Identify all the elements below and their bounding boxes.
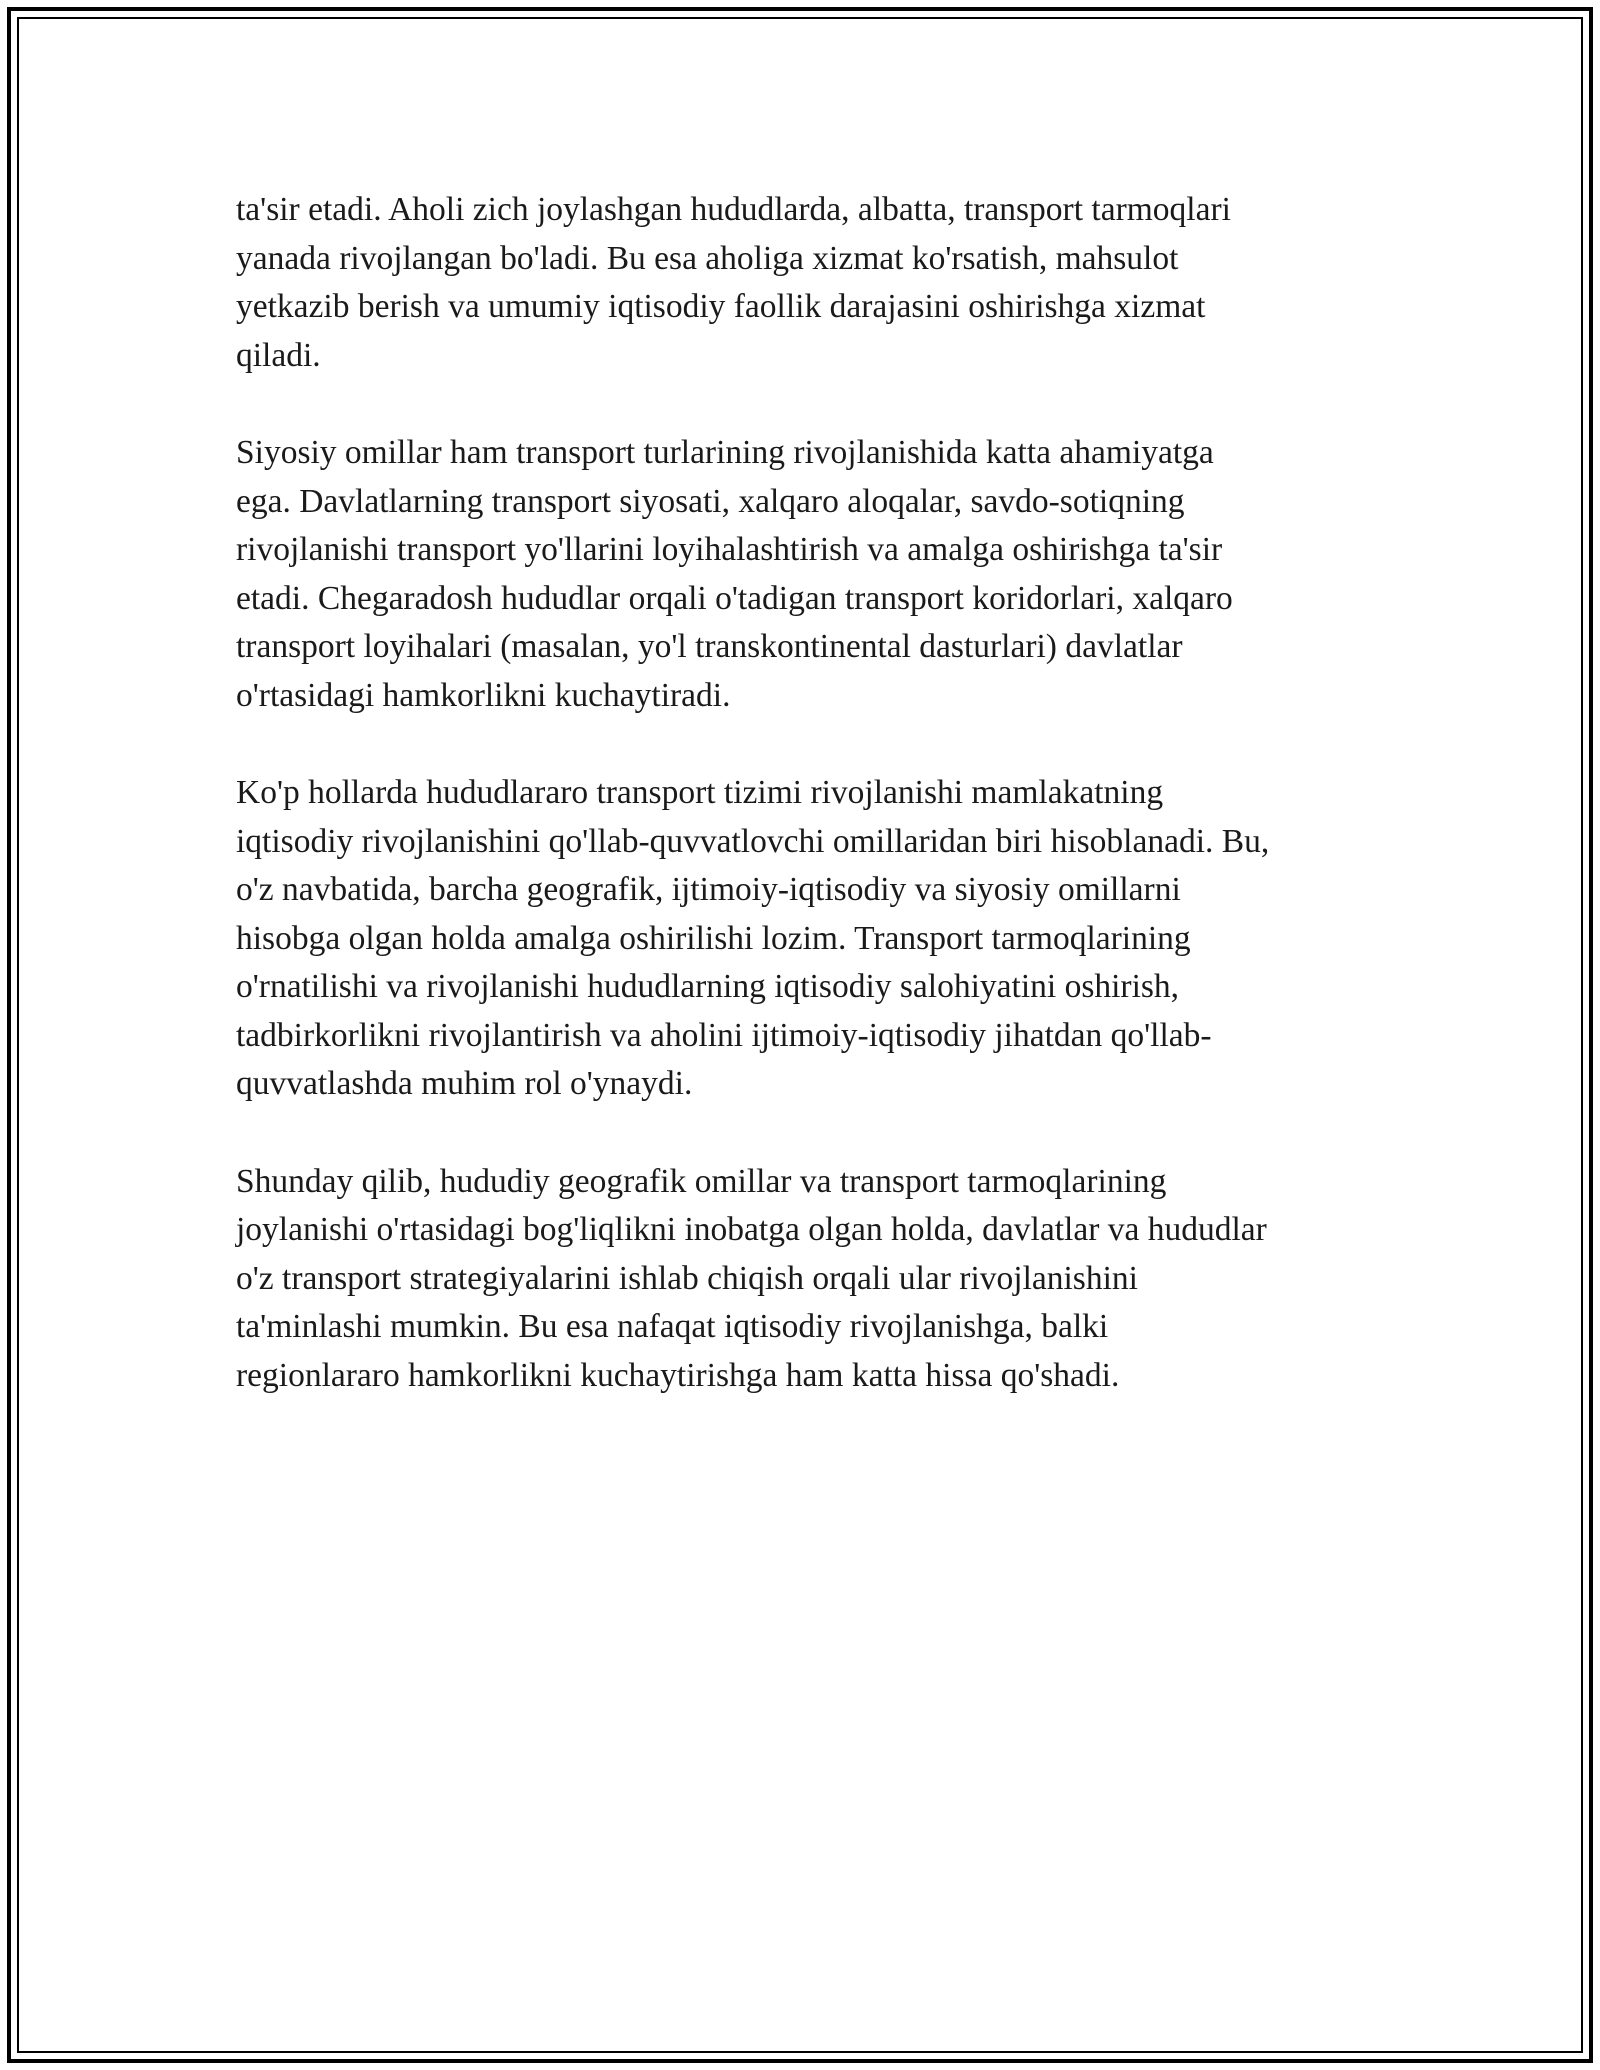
document-body [236,186,1376,1449]
paragraph: Siyosiy omillar ham transport turlarining rivojlanishida katta ahamiyatga ega. Davlatlarning transport siyosati, xalqaro aloqalar, savdo-sotiqning rivojlanishi transport yo'llarini loyihalashtirish va amalga oshirishga ta'sir etadi. Chegaradosh hududlar orqali o'tadigan transport koridorlari, xalqaro transport loyihalari (masalan, yo'l transkontinental dasturlari) davlatlar o'rtasidagi hamkorlikni kuchaytiradi. [236,434,1233,714]
paragraph: Ko'p hollarda hududlararo transport tizimi rivojlanishi mamlakatning iqtisodiy rivojlanishini qo'llab-quvvatlovchi omillaridan biri hisoblanadi. Bu, o'z navbatida, barcha geografik, ijtimoiy-iqtisodiy va siyosiy omillarni hisobga olgan holda amalga oshirilishi lozim. Transport tarmoqlarining o'rnatilishi va rivojlanishi hududlarning iqtisodiy salohiyatini oshirish, tadbirkorlikni rivojlantirish va aholini ijtimoiy-iqtisodiy jihatdan qo'llab- quvvatlashda muhim rol o'ynaydi. [236,774,1270,1102]
paragraph: Shunday qilib, hududiy geografik omillar va transport tarmoqlarining joylanishi o'rtasidagi bog'liqlikni inobatga olgan holda, davlatlar va hududlar o'z transport strategiyalarini ishlab chiqish orqali ular rivojlanishini ta'minlashi mumkin. Bu esa nafaqat iqtisodiy rivojlanishga, balki regionlararo hamkorlikni kuchaytirishga ham katta hissa qo'shadi. [236,1162,1267,1394]
paragraph: ta'sir etadi. Aholi zich joylashgan hududlarda, albatta, transport tarmoqlari yanada rivojlangan bo'ladi. Bu esa aholiga xizmat ko'rsatish, mahsulot yetkazib berish va umumiy iqtisodiy faollik darajasini oshirishga xizmat qiladi. [236,191,1231,374]
